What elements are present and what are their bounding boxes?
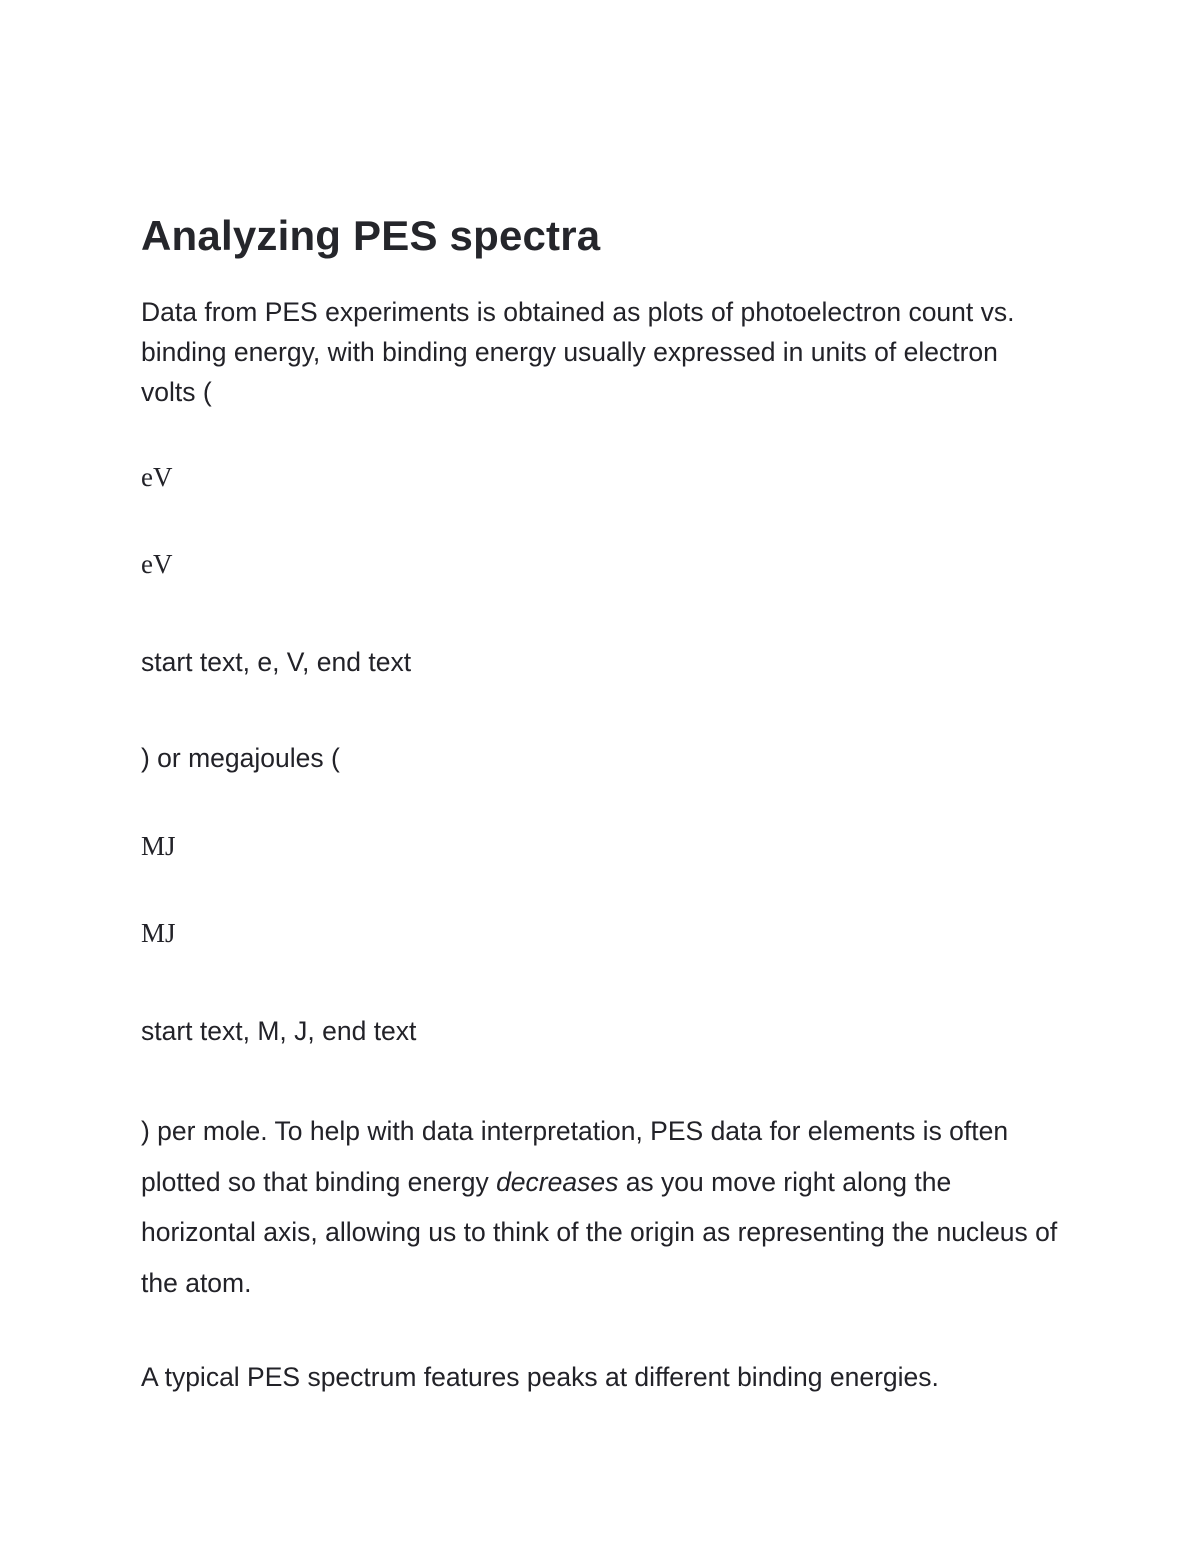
page-title: Analyzing PES spectra	[141, 212, 601, 259]
unit-ev-readout: start text, e, V, end text	[141, 647, 412, 677]
interpretation-text-before: ) per mole. To help with data interpretation, PES data for elements is often plotted so that binding energy	[141, 1116, 1009, 1197]
closing-paragraph: A typical PES spectrum features peaks at different binding energies.	[141, 1362, 939, 1392]
unit-ev-rendered: eV	[141, 462, 173, 492]
intro-paragraph: Data from PES experiments is obtained as plots of photoelectron count vs. binding energy, with binding energy usually expressed in units of electron volts (	[141, 297, 1015, 407]
unit-ev-rendered-duplicate: eV	[141, 549, 173, 579]
emphasis-decreases: decreases	[496, 1166, 619, 1197]
unit-mj-rendered: MJ	[141, 831, 176, 861]
interpretation-paragraph	[141, 1106, 1061, 1308]
unit-mj-rendered-duplicate: MJ	[141, 918, 176, 948]
megajoules-connector: ) or megajoules (	[141, 743, 340, 773]
interpretation-text-after: as you move right along the horizontal axis, allowing us to think of the origin as representing the nucleus of the atom.	[141, 1166, 1058, 1298]
unit-mj-readout: start text, M, J, end text	[141, 1016, 417, 1046]
